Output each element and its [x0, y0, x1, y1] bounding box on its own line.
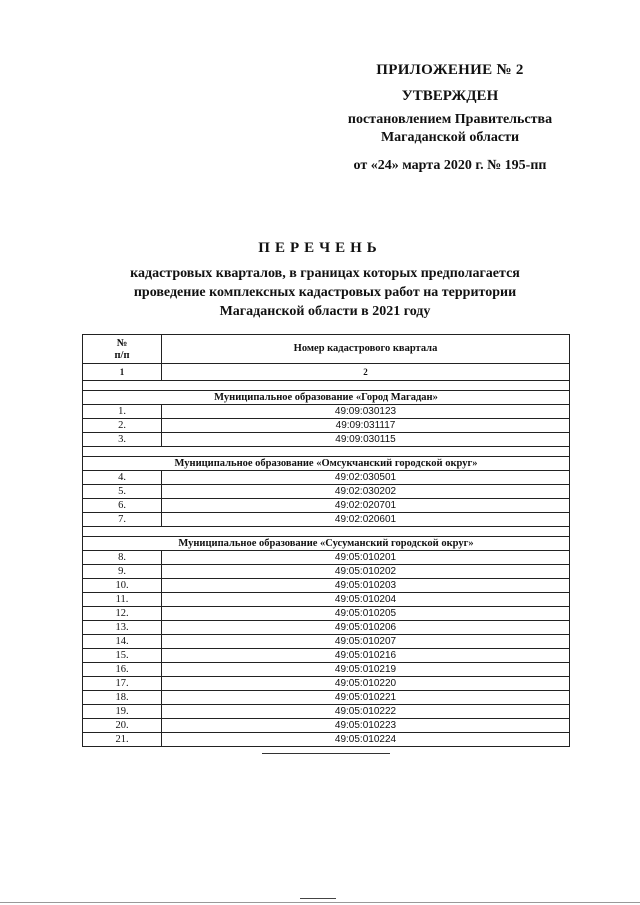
- cadastral-quarter-number: 49:05:010223: [162, 719, 570, 733]
- table-row: [83, 691, 570, 705]
- section-spacer-cell: [83, 381, 570, 391]
- cadastral-quarter-number: 49:05:010202: [162, 565, 570, 579]
- row-number: 5.: [83, 485, 162, 499]
- table-row: [83, 705, 570, 719]
- row-number: 12.: [83, 607, 162, 621]
- section-name: Муниципальное образование «Сусуманский городской округ»: [83, 537, 570, 551]
- row-number: 18.: [83, 691, 162, 705]
- cadastral-quarter-number: 49:05:010222: [162, 705, 570, 719]
- table-row: [83, 485, 570, 499]
- table-header-row: [83, 335, 570, 364]
- cadastral-quarter-number: 49:05:010219: [162, 663, 570, 677]
- row-number: 4.: [83, 471, 162, 485]
- section-spacer-cell: [83, 527, 570, 537]
- section-header-row: [83, 391, 570, 405]
- row-number: 9.: [83, 565, 162, 579]
- table-row: [83, 719, 570, 733]
- appendix-label: ПРИЛОЖЕНИЕ № 2: [376, 62, 524, 78]
- section-header-row: [83, 537, 570, 551]
- table-row: [83, 419, 570, 433]
- row-number: 14.: [83, 635, 162, 649]
- table-row: [83, 635, 570, 649]
- subtitle-line-1: кадастровых кварталов, в границах которых предполагается: [130, 266, 520, 281]
- end-separator-line: [262, 753, 390, 754]
- row-number: 17.: [83, 677, 162, 691]
- table-row: [83, 733, 570, 747]
- cadastral-quarters-table: [82, 334, 570, 747]
- cadastral-quarter-number: 49:05:010220: [162, 677, 570, 691]
- table-row: [83, 565, 570, 579]
- row-number: 11.: [83, 593, 162, 607]
- table-row: [83, 593, 570, 607]
- column-header-number-line2: п/п: [114, 350, 130, 361]
- section-spacer-cell: [83, 447, 570, 457]
- table-row: [83, 471, 570, 485]
- cadastral-quarter-number: 49:05:010224: [162, 733, 570, 747]
- cadastral-quarter-number: 49:02:020601: [162, 513, 570, 527]
- table-row: [83, 551, 570, 565]
- row-number: 15.: [83, 649, 162, 663]
- row-number: 6.: [83, 499, 162, 513]
- column-header-code: Номер кадастрового квартала: [162, 335, 570, 364]
- table-row: [83, 621, 570, 635]
- cadastral-quarter-number: 49:02:020701: [162, 499, 570, 513]
- table-row: [83, 677, 570, 691]
- resolution-line-2: Магаданской области: [380, 130, 520, 145]
- cadastral-quarter-number: 49:05:010207: [162, 635, 570, 649]
- cadastral-quarter-number: 49:05:010216: [162, 649, 570, 663]
- row-number: 13.: [83, 621, 162, 635]
- row-number: 3.: [83, 433, 162, 447]
- row-number: 1.: [83, 405, 162, 419]
- section-spacer-row: [83, 381, 570, 391]
- table-index-row: [83, 364, 570, 381]
- cadastral-quarter-number: 49:05:010221: [162, 691, 570, 705]
- page-bottom-mark: [300, 898, 336, 899]
- row-number: 20.: [83, 719, 162, 733]
- cadastral-quarter-number: 49:05:010206: [162, 621, 570, 635]
- subtitle-line-3: Магаданской области в 2021 году: [219, 304, 431, 319]
- subtitle-line-2: проведение комплексных кадастровых работ на территории: [133, 285, 517, 300]
- cadastral-quarter-number: 49:02:030501: [162, 471, 570, 485]
- section-spacer-row: [83, 527, 570, 537]
- table-row: [83, 433, 570, 447]
- section-header-row: [83, 457, 570, 471]
- table-row: [83, 579, 570, 593]
- cadastral-quarter-number: 49:09:030123: [162, 405, 570, 419]
- table-row: [83, 649, 570, 663]
- resolution-line-1: постановлением Правительства: [347, 112, 553, 127]
- row-number: 8.: [83, 551, 162, 565]
- cadastral-quarter-number: 49:05:010203: [162, 579, 570, 593]
- cadastral-quarter-number: 49:09:031117: [162, 419, 570, 433]
- row-number: 16.: [83, 663, 162, 677]
- table-row: [83, 513, 570, 527]
- table-row: [83, 663, 570, 677]
- section-spacer-row: [83, 447, 570, 457]
- cadastral-quarter-number: 49:05:010201: [162, 551, 570, 565]
- table-row: [83, 607, 570, 621]
- row-number: 19.: [83, 705, 162, 719]
- document-title: ПЕРЕЧЕНЬ: [258, 240, 382, 256]
- row-number: 21.: [83, 733, 162, 747]
- cadastral-quarter-number: 49:05:010204: [162, 593, 570, 607]
- row-number: 10.: [83, 579, 162, 593]
- approved-label: УТВЕРЖДЕН: [401, 88, 499, 104]
- column-index-number: 1: [83, 364, 162, 381]
- row-number: 7.: [83, 513, 162, 527]
- column-header-number-line1: №: [116, 338, 128, 349]
- resolution-date: от «24» марта 2020 г. № 195-пп: [353, 158, 547, 173]
- row-number: 2.: [83, 419, 162, 433]
- cadastral-quarter-number: 49:09:030115: [162, 433, 570, 447]
- column-index-code: 2: [162, 364, 570, 381]
- column-header-number: [83, 335, 162, 364]
- cadastral-quarter-number: 49:02:030202: [162, 485, 570, 499]
- section-name: Муниципальное образование «Омсукчанский городской округ»: [83, 457, 570, 471]
- table-row: [83, 405, 570, 419]
- cadastral-quarter-number: 49:05:010205: [162, 607, 570, 621]
- table-row: [83, 499, 570, 513]
- section-name: Муниципальное образование «Город Магадан»: [83, 391, 570, 405]
- table-body: [83, 381, 570, 747]
- page-bottom-edge: [0, 902, 640, 903]
